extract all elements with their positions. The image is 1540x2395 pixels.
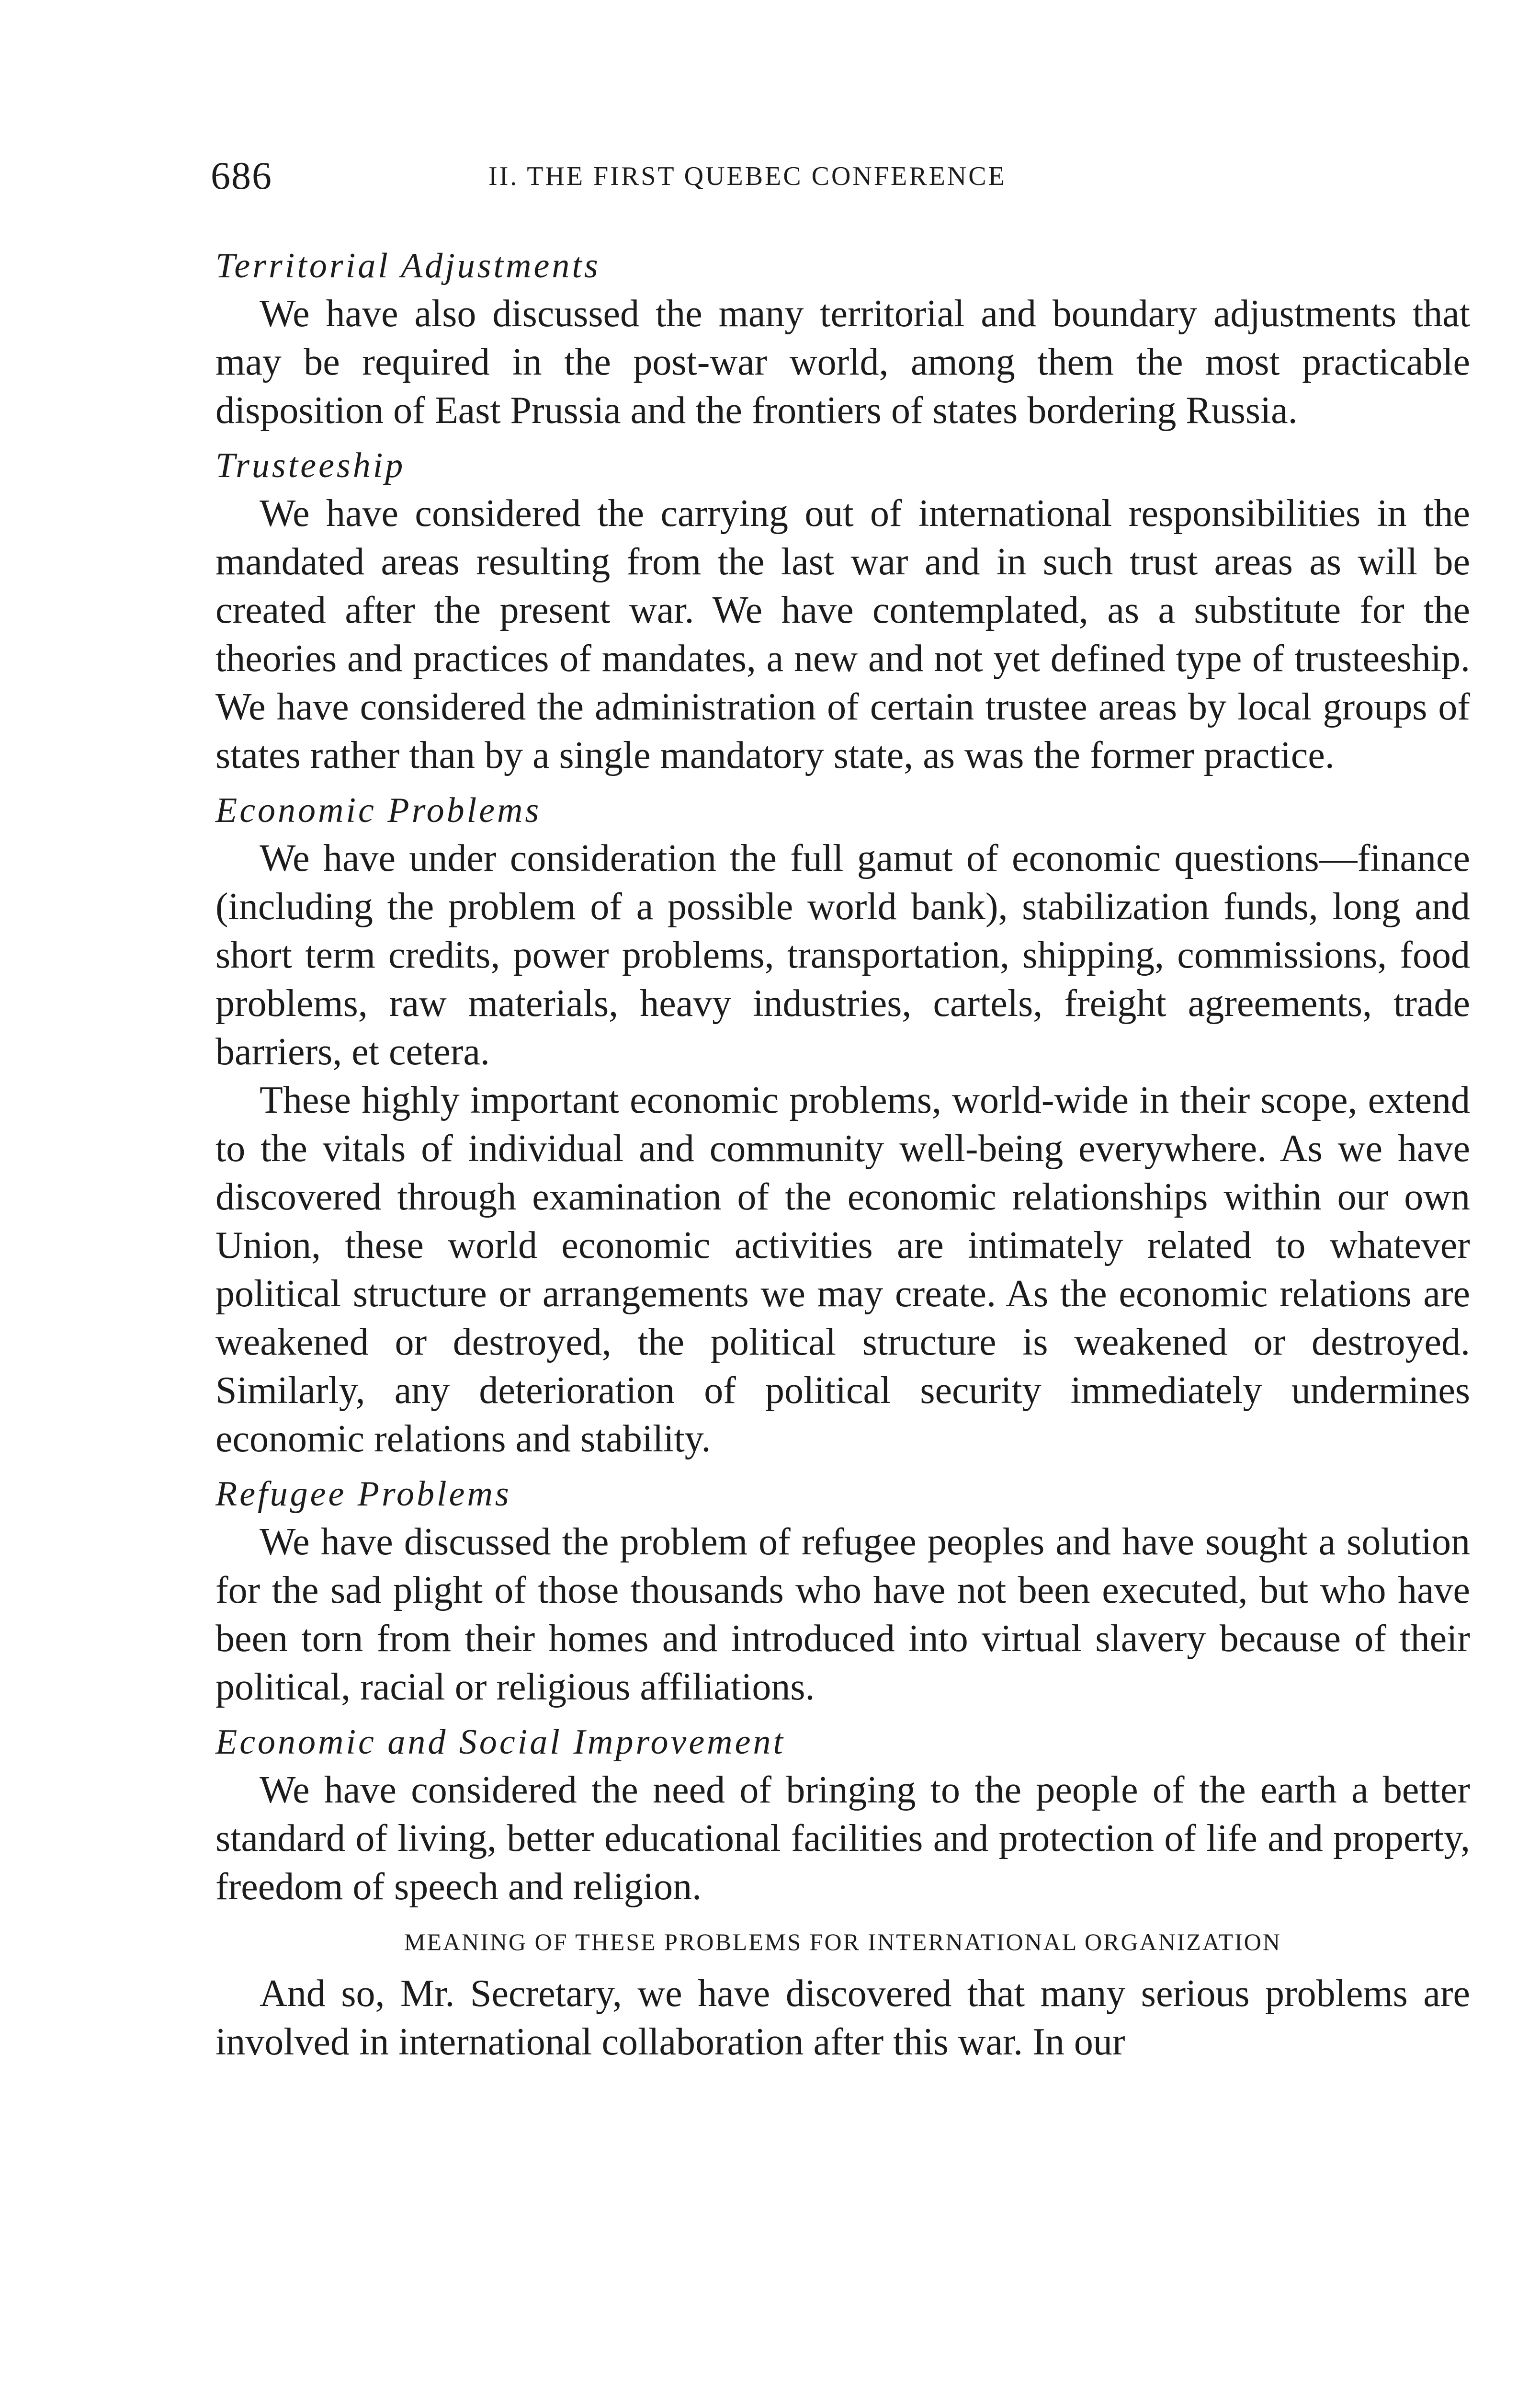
section-economic-social-improvement — [215, 1718, 1470, 1911]
section-heading: Trusteeship — [215, 446, 406, 485]
centered-section-heading: MEANING OF THESE PROBLEMS FOR INTERNATIONAL ORGANIZATION — [404, 1928, 1281, 1955]
section-heading: Refugee Problems — [215, 1474, 511, 1514]
paragraph: These highly important economic problems, world-wide in their scope, extend to the vitals of individual and community well-being everywhere. As we have discovered through examination of the economic relationships within our own Union, these world economic activities are intimately related to whatever political structure or arrangements we may create. As the economic relations are weakened or destroyed, the political structure is weakened or destroyed. Similarly, any deterioration of political security immediately undermines economic relations and stability. — [215, 1079, 1470, 1460]
section-heading: Economic Problems — [215, 791, 542, 830]
section-refugee-problems — [215, 1470, 1470, 1711]
page-number: 686 — [211, 154, 272, 197]
section-territorial-adjustments — [215, 242, 1470, 435]
paragraph: We have under consideration the full gamut of economic questions—finance (including the problem of a possible world bank), stabilization funds, long and short term credits, power problems, transportation, shipping, commissions, food problems, raw materials, heavy industries, cartels, freight agreements, trade barriers, et cetera. — [215, 837, 1470, 1073]
page-body — [215, 242, 1470, 2066]
section-trusteeship — [215, 442, 1470, 780]
paragraph: We have considered the need of bringing to the people of the earth a better standard of living, better educational facilities and protection of life and property, freedom of speech and religion. — [215, 1769, 1470, 1908]
section-heading: Territorial Adjustments — [215, 246, 600, 285]
paragraph: And so, Mr. Secretary, we have discovered that many serious problems are involved in international collaboration after this war. In our — [215, 1973, 1470, 2063]
paragraph: We have considered the carrying out of international responsibilities in the mandated areas resulting from the last war and in such trust areas as will be created after the present war. We have contemplated, as a substitute for the theories and practices of mandates, a new and not yet defined type of trusteeship. We have considered the administration of certain trustee areas by local groups of states rather than by a single mandatory state, as was the former practice. — [215, 492, 1470, 776]
running-head: II. THE FIRST QUEBEC CONFERENCE — [488, 161, 1007, 191]
section-heading: Economic and Social Improvement — [215, 1722, 786, 1762]
page-header — [211, 144, 1465, 196]
paragraph: We have discussed the problem of refugee peoples and have sought a solution for the sad plight of those thousands who have not been executed, but who have been torn from their homes and introduced into virtual slavery because of their political, racial or religious affiliations. — [215, 1521, 1470, 1708]
section-economic-problems — [215, 787, 1470, 1463]
section-meaning-for-international-organization — [215, 1918, 1470, 2066]
paragraph: We have also discussed the many territorial and boundary adjustments that may be required in the post-war world, among them the most practicable disposition of East Prussia and the frontiers of states bordering Russia. — [215, 293, 1470, 432]
